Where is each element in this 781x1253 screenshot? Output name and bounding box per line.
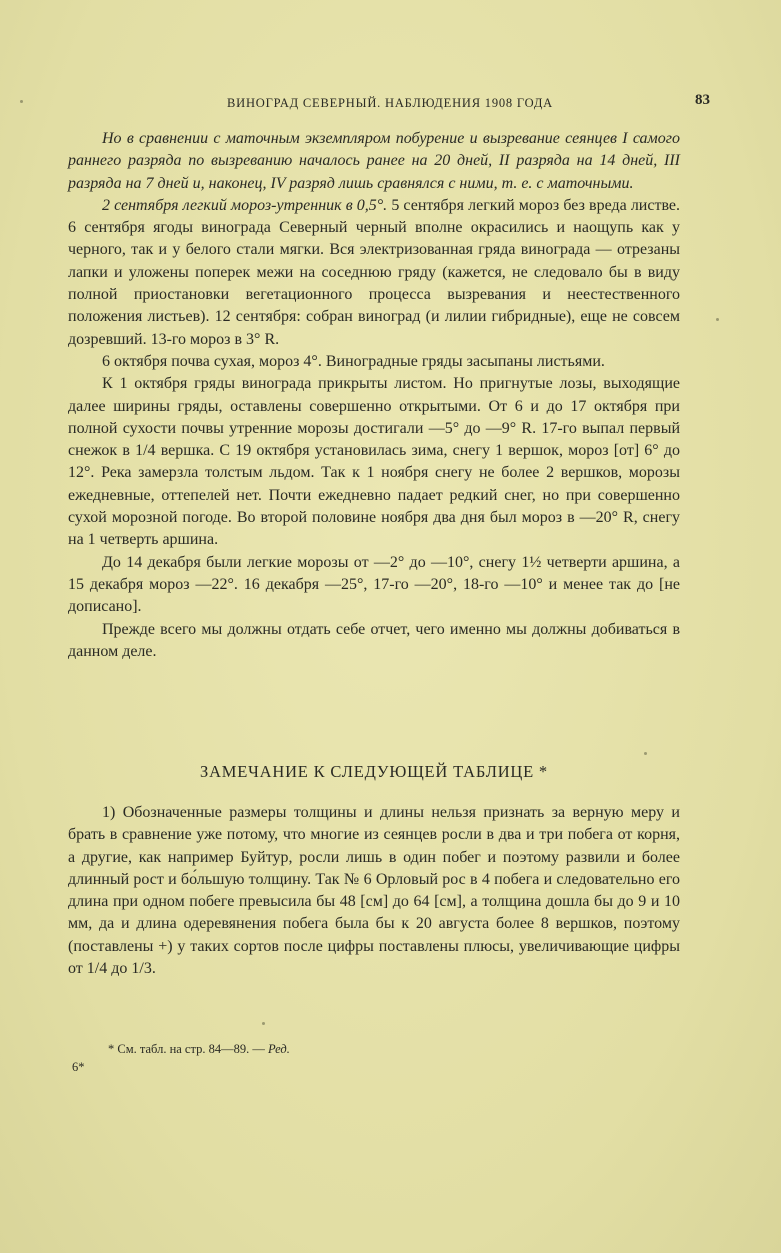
paragraph-2: [68, 195, 680, 351]
signature-mark: 6*: [72, 1060, 85, 1074]
paragraph-4-text-a: К 1 октября гряды винограда прикрыты листом. Но пригнутые лозы, выходящие далее ширины гряды, оставлены совершенно открытыми. От 6 и до 17 октября при полной сухости почвы утренние морозы достигали —5° до —9° R. 17-го выпал первый снежок в: [68, 375, 680, 460]
note-paragraph-text: 1) Обозначенные размеры толщины и длины нельзя признать за верную меру и брать в сравнение уже потому, что многие из сеянцев росли в два и три побега от корня, а другие, как например Буйтур, росли лишь в один побег и поэтому развили и более длинный рост и бо́льшую толщину. Так № 6 Орловый рос в 4 побега и следовательно его длина при одном побеге превысила бы 48 [см] до 64 [см], а толщина дошла бы до 9 и 10 мм, да и длина одеревянения побега была бы к 20 августа более 8 вершков, поэтому (поставлены +) у таких сортов после цифры поставлены плюсы, увеличивающие цифры от: [68, 804, 680, 978]
paper-spot: [262, 1022, 265, 1025]
note-fraction-to: 1/3: [131, 960, 152, 978]
page-header: [70, 92, 710, 116]
paragraph-3: 6 октября почва сухая, мороз 4°. Виноградные гряды засыпаны листьями.: [102, 352, 605, 370]
paragraph-5-text-b: четверти аршина, а 15 декабря мороз —22°. 16 декабря —25°, 17-го —20°, 18-го —10° и менее так до [не дописано].: [68, 553, 680, 616]
note-text: [68, 802, 680, 980]
paragraph-1: Но в сравнении с маточным экземпляром побурение и вызревание сеянцев I самого раннего разряда по вызреванию началось ранее на 20 дней, II разряда на 14 дней, III разряда на 7 дней и, наконец, IV разряд лишь сравнялся с ними, т. е. с маточными.: [68, 130, 680, 192]
section-title: ЗАМЕЧАНИЕ К СЛЕДУЮЩЕЙ ТАБЛИЦЕ *: [200, 762, 548, 781]
paragraph-5: [68, 552, 680, 619]
note-end: .: [151, 960, 156, 978]
paragraph-6: Прежде всего мы должны отдать себе отчет, чего именно мы должны добиваться в данном деле.: [68, 620, 680, 660]
note-fraction-from: 1/4: [86, 960, 108, 978]
paragraph-2-text: 5 сентября легкий мороз без вреда листве. 6 сентября ягоды винограда Северный черный вполне окрасились и наощупь как у черного, так и у белого стали мягки. Вся электризованная гряда винограда — отрезаны лапки и уложены поперек межи на соседнюю гряду (кажется, не следовало бы в виду полной приостановки вегетационного процесса вызревания и неестественного положения листьев). 12 сентября: собран виноград (и лилии гибридные), еще не совсем дозревший. 13-го мороз в 3° R.: [68, 196, 681, 348]
note-fraction-to-prefix: до: [107, 960, 132, 978]
footnote: [108, 1042, 290, 1057]
paper-spot: [716, 318, 719, 321]
fraction-quarter: 1/4: [135, 442, 156, 460]
main-text: [68, 128, 680, 663]
page-number: 83: [695, 92, 710, 108]
paragraph-5-text-a: До 14 декабря были легкие морозы от —2° до —10°, снегу: [102, 553, 517, 571]
paragraph-4: [68, 373, 680, 551]
running-title: ВИНОГРАД СЕВЕРНЫЙ. НАБЛЮДЕНИЯ 1908 ГОДА: [227, 96, 553, 110]
paragraph-4-text-b: вершка. С 19 октября установилась зима, снегу 1 вершок, мороз [от] 6° до 12°. Река замерзла толстым льдом. Так к 1 ноября снегу не более 2 вершков, морозы ежедневные, оттепелей нет. Почти ежедневно падает редкий снег, но при совершенно сухой морозной погоде. Во второй половине ноября два дня был мороз в —20° R, снегу на 1 четверть аршина.: [68, 442, 681, 549]
paper-spot: [20, 100, 23, 103]
footnote-text: * См. табл. на стр. 84—89. —: [108, 1042, 265, 1056]
fraction-one-half: 1½: [521, 553, 542, 571]
paper-spot: [644, 752, 647, 755]
footnote-editor: Ред.: [267, 1042, 290, 1056]
paragraph-2-italic-lead: 2 сентября легкий мороз-утренник в 0,5°.: [102, 196, 388, 214]
note-paragraph: [68, 802, 680, 980]
